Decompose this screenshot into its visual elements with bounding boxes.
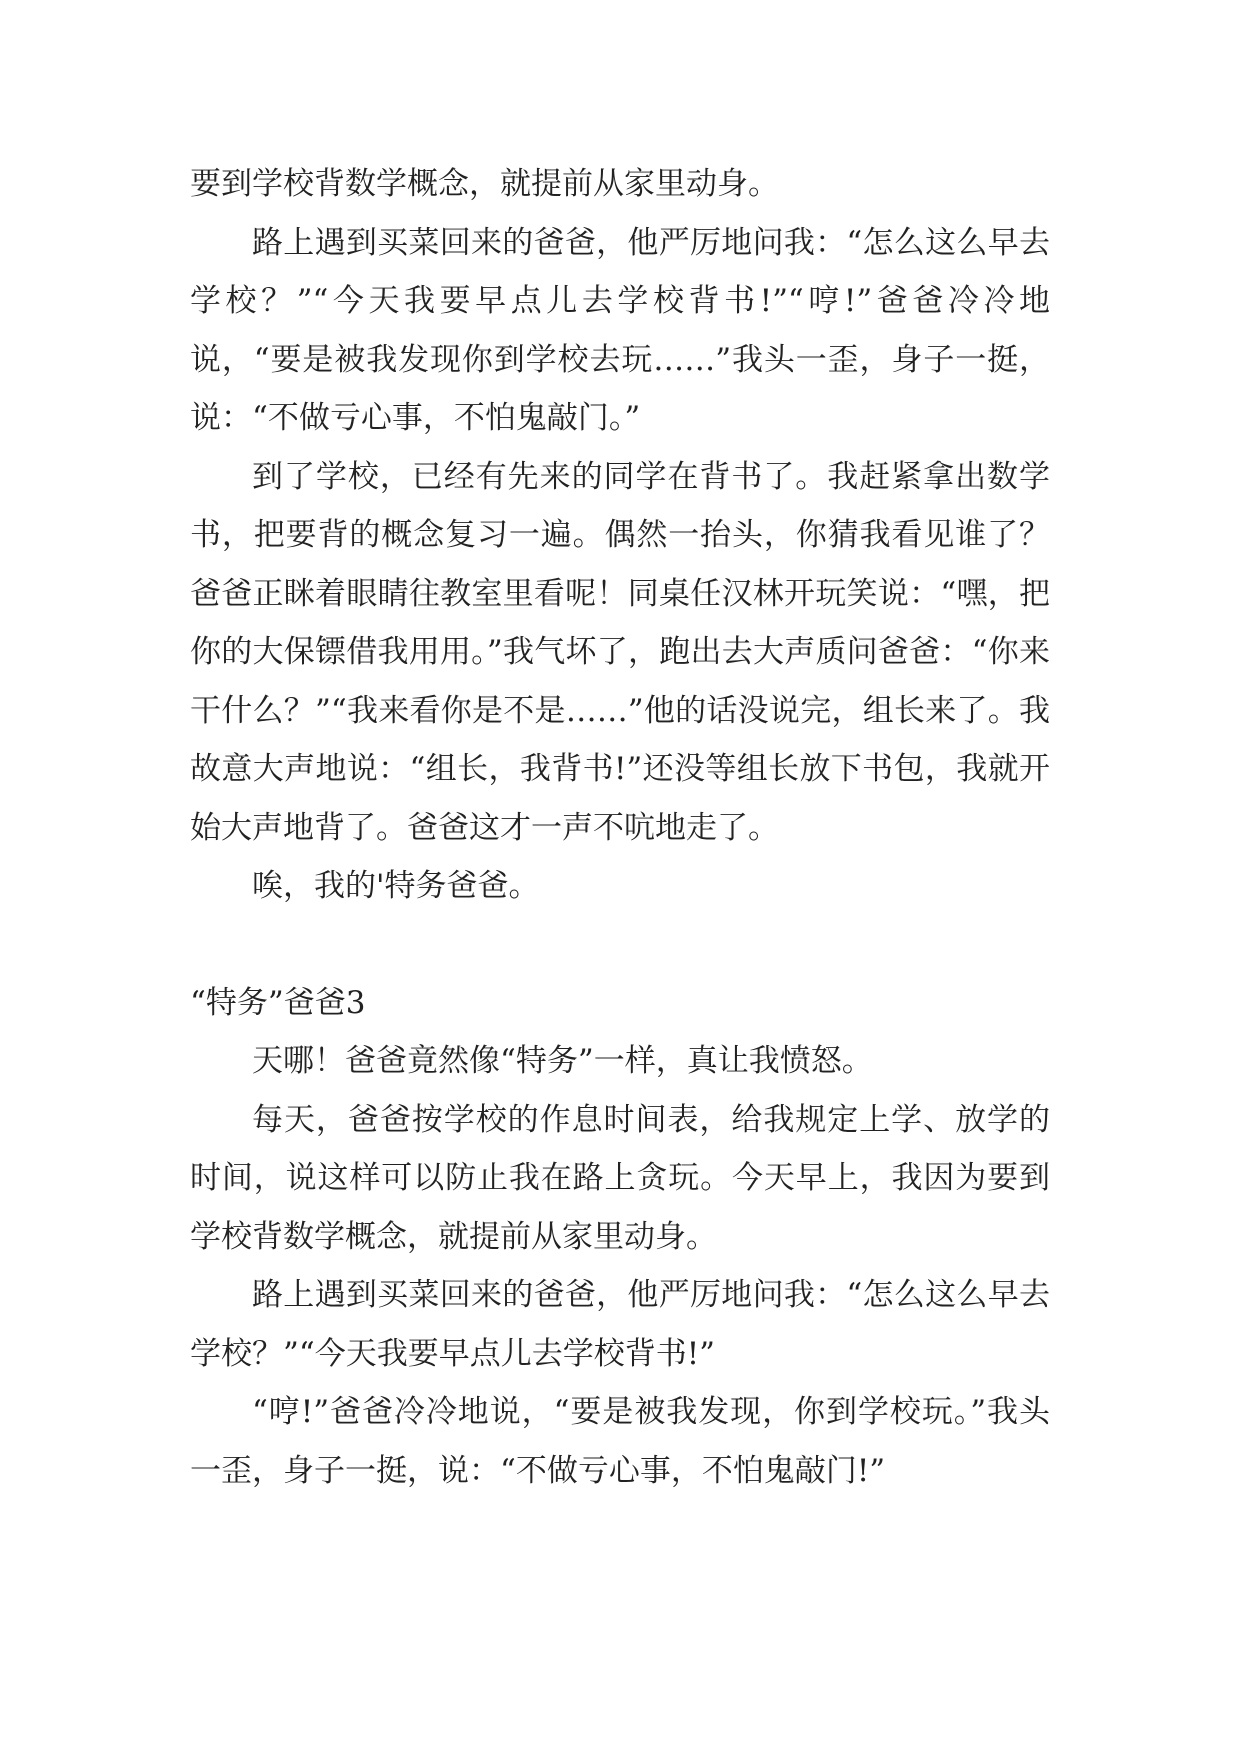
paragraph-8: “哼!”爸爸冷冷地说，“要是被我发现，你到学校玩。”我头一歪，身子一挺，说：“不做亏心事，不怕鬼敲门!” [190,1394,1050,1489]
paragraph-4: 唉，我的'特务爸爸。 [252,868,540,904]
paragraph-5: 天哪！爸爸竟然像“特务”一样，真让我愤怒。 [252,1043,873,1079]
paragraph-7: 路上遇到买菜回来的爸爸，他严厉地问我：“怎么这么早去学校？”“今天我要早点儿去学校背书!” [190,1277,1050,1372]
paragraph-6: 每天，爸爸按学校的作息时间表，给我规定上学、放学的时间，说这样可以防止我在路上贪玩。今天早上，我因为要到学校背数学概念，就提前从家里动身。 [190,1101,1050,1255]
document-body [190,155,1050,1500]
paragraph-1: 要到学校背数学概念，就提前从家里动身。 [190,166,779,202]
paragraph-2: 路上遇到买菜回来的爸爸，他严厉地问我：“怎么这么早去学校？”“今天我要早点儿去学校背书!”“哼!”爸爸冷冷地说，“要是被我发现你到学校去玩……”我头一歪，身子一挺，说：“不做亏心事，不怕鬼敲门。” [190,224,1050,436]
paragraph-3: 到了学校，已经有先来的同学在背书了。我赶紧拿出数学书，把要背的概念复习一遍。偶然一抬头，你猜我看见谁了？爸爸正眯着眼睛往教室里看呢！同桌任汉林开玩笑说：“嘿，把你的大保镖借我用用。”我气坏了，跑出去大声质问爸爸：“你来干什么？”“我来看你是不是……”他的话没说完，组长来了。我故意大声地说：“组长，我背书!”还没等组长放下书包，我就开始大声地背了。爸爸这才一声不吭地走了。 [190,458,1050,846]
section-heading: “特务”爸爸3 [190,984,366,1021]
